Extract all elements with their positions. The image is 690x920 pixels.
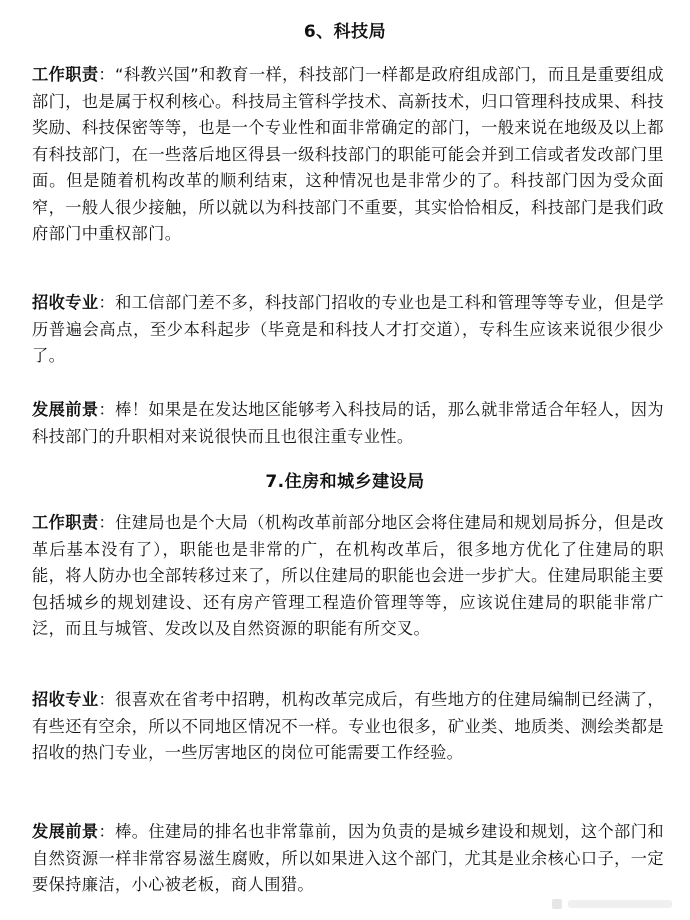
section6-majors-text: ：和工信部门差不多，科技部门招收的专业也是工科和管理等等专业，但是学历普遍会高点，至少本科起步（毕竟是和科技人才打交道），专科生应该来说很少很少了。 bbox=[32, 293, 664, 365]
section6-duties-paragraph bbox=[32, 62, 664, 248]
section6-majors-paragraph bbox=[32, 290, 664, 370]
section7-majors-paragraph bbox=[32, 687, 664, 767]
section7-majors-text: ：很喜欢在省考中招聘，机构改革完成后，有些地方的住建局编制已经满了，有些还有空余，所以不同地区情况不一样。专业也很多，矿业类、地质类、测绘类都是招收的热门专业，一些厉害地区的岗位可能需要工作经验。 bbox=[32, 690, 664, 762]
section-title-7: 7.住房和城乡建设局 bbox=[265, 472, 425, 492]
section7-prospects-text: ：棒。住建局的排名也非常靠前，因为负责的是城乡建设和规划，这个部门和自然资源一样非常容易滋生腐败，所以如果进入这个部门，尤其是业余核心口子，一定要保持廉洁，小心被老板，商人围猎。 bbox=[32, 822, 664, 894]
section6-prospects-paragraph bbox=[32, 397, 664, 450]
section7-prospects-paragraph bbox=[32, 819, 664, 899]
section7-duties-paragraph bbox=[32, 510, 664, 643]
section6-prospects-text: ：棒！如果是在发达地区能够考入科技局的话，那么就非常适合年轻人，因为科技部门的升职相对来说很快而且也很注重专业性。 bbox=[32, 400, 664, 446]
section7-duties-label: 工作职责 bbox=[32, 513, 99, 532]
section7-duties-text: ：住建局也是个大局（机构改革前部分地区会将住建局和规划局拆分，但是改革后基本没有了），职能也是非常的广，在机构改革后，很多地方优化了住建局的职能，将人防办也全部转移过来了，所以住建局的职能也会进一步扩大。住建局职能主要包括城乡的规划建设、还有房产管理工程造价管理等等，应该说住建局的职能非常广泛，而且与城管、发改以及自然资源的职能有所交叉。 bbox=[32, 513, 664, 638]
section7-prospects-label: 发展前景 bbox=[32, 822, 99, 841]
section6-majors-label: 招收专业 bbox=[32, 293, 99, 312]
section6-prospects-label: 发展前景 bbox=[32, 400, 99, 419]
watermark-icon bbox=[552, 894, 680, 914]
section-title-6: 6、科技局 bbox=[303, 22, 387, 42]
section6-duties-label: 工作职责 bbox=[32, 65, 99, 84]
section7-majors-label: 招收专业 bbox=[32, 690, 99, 709]
section6-duties-text: ：“科教兴国”和教育一样，科技部门一样都是政府组成部门，而且是重要组成部门，也是属于权利核心。科技局主管科学技术、高新技术，归口管理科技成果、科技奖励、科技保密等等，也是一个专业性和面非常确定的部门，一般来说在地级及以上都有科技部门，在一些落后地区得县一级科技部门的职能可能会并到工信或者发改部门里面。但是随着机构改革的顺利结束，这种情况也是非常少的了。科技部门因为受众面窄，一般人很少接触，所以就以为科技部门不重要，其实恰恰相反，科技部门是我们政府部门中重权部门。 bbox=[32, 65, 664, 243]
